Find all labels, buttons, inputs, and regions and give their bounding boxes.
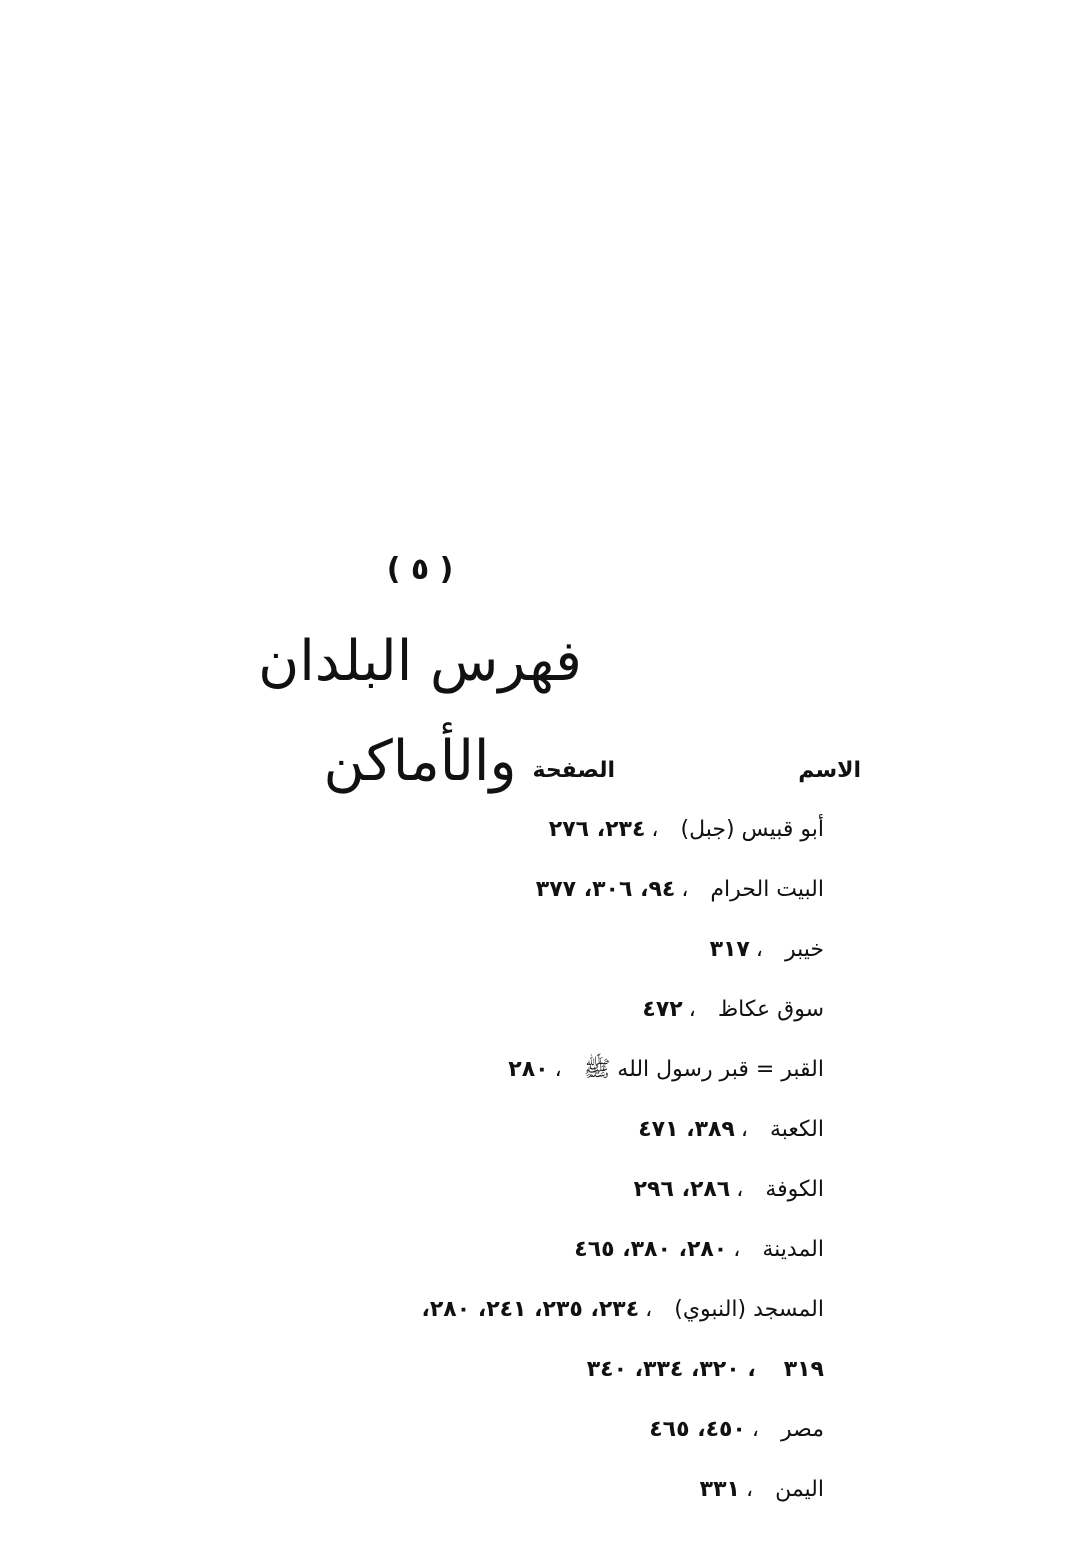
entry-pages: ٣١٩، ٣٢٠، ٣٣٤، ٣٤٠ [586, 1357, 824, 1382]
entry-pages: ٢٨٠ [508, 1057, 549, 1082]
index-entry [422, 1168, 825, 1228]
entry-name: اليمن [775, 1477, 824, 1502]
section-number: ( ٥ ) [386, 552, 454, 587]
index-entry [422, 1048, 825, 1108]
entry-name: المدينة [762, 1237, 824, 1262]
entry-pages: ٢٨٠، ٣٨٠، ٤٦٥ [574, 1237, 728, 1262]
entry-pages: ٩٤، ٣٠٦، ٣٧٧ [535, 877, 676, 902]
entry-name: مصر [780, 1417, 824, 1442]
entry-pages: ٤٥٠، ٤٦٥ [649, 1417, 746, 1442]
entry-separator: ، [755, 937, 763, 962]
entry-pages: ٤٧٢ [642, 997, 683, 1022]
entry-pages: ٣٣١ [699, 1477, 740, 1502]
entry-name: الكوفة [765, 1177, 824, 1202]
entry-pages: ٣٨٩، ٤٧١ [638, 1117, 735, 1142]
entry-separator: ، [681, 877, 689, 902]
index-entry [422, 1288, 825, 1348]
entry-name: أبو قبيس (جبل) [680, 817, 824, 842]
entry-name: الكعبة [769, 1117, 824, 1142]
entry-separator: ، [688, 997, 696, 1022]
entry-name: سوق عكاظ [717, 997, 824, 1022]
index-entries [422, 808, 825, 1528]
entry-separator: ، [645, 1297, 653, 1322]
entry-name: القبر = قبر رسول الله ﷺ [583, 1057, 824, 1082]
page-title: فهرس البلدان والأماكن [258, 629, 582, 794]
entry-pages: ٣١٧ [709, 937, 750, 962]
entry-separator: ، [740, 1117, 748, 1142]
index-entry [422, 868, 825, 928]
index-entry [422, 1228, 825, 1288]
index-entry [422, 1408, 825, 1468]
entry-pages: ٢٣٤، ٢٣٥، ٢٤١، ٢٨٠، [421, 1297, 640, 1322]
entry-separator: ، [736, 1177, 744, 1202]
entry-separator: ، [651, 817, 659, 842]
index-entry [422, 928, 825, 988]
entry-pages: ٢٨٦، ٢٩٦ [633, 1177, 731, 1202]
page-column-header: الصفحة [532, 758, 615, 783]
index-entry [422, 988, 825, 1048]
index-entry [422, 1108, 825, 1168]
entry-pages: ٢٣٤، ٢٧٦ [548, 817, 646, 842]
entry-separator: ، [554, 1057, 562, 1082]
entry-separator: ، [751, 1417, 759, 1442]
entry-name: المسجد (النبوي) [674, 1297, 824, 1322]
entry-separator: ، [733, 1237, 741, 1262]
index-entry [422, 808, 825, 868]
entry-separator: ، [745, 1477, 754, 1502]
entry-name: خيبر [784, 937, 824, 962]
name-column-header: الاسم [798, 758, 861, 783]
entry-name: البيت الحرام [710, 877, 824, 902]
index-entry-continuation [422, 1348, 825, 1408]
index-entry [422, 1468, 825, 1528]
